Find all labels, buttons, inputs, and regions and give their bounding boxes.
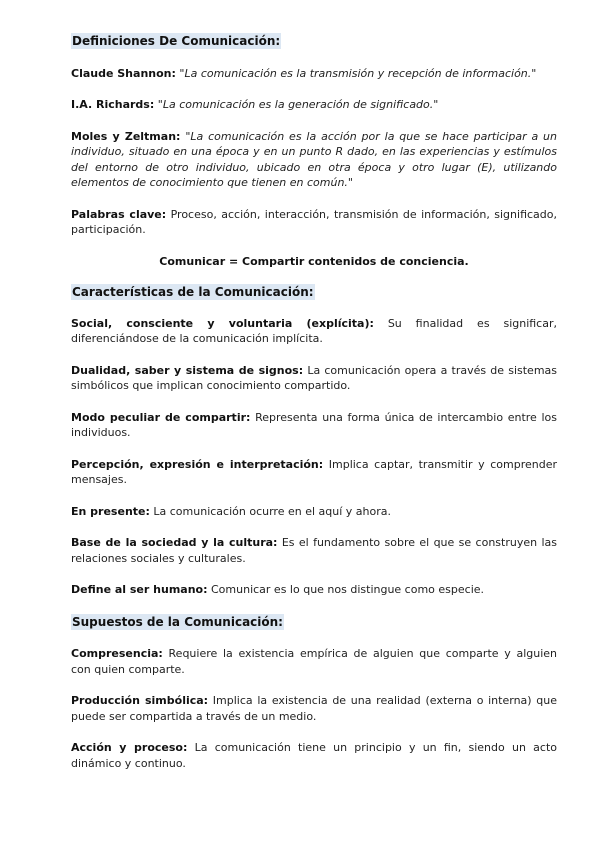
assumption-item (71, 740, 557, 771)
assumption-text: Requiere la existencia empírica de alguien que comparte y alguien con quien comparte. (71, 647, 557, 676)
characteristic-text: La comunicación ocurre en el aquí y ahora. (149, 504, 391, 518)
characteristic-term: Social, consciente y voluntaria (explícita): (71, 316, 374, 330)
author-name: Moles y Zeltman: (71, 129, 181, 143)
characteristic-term: Base de la sociedad y la cultura: (71, 536, 278, 549)
section-heading-supuestos: Supuestos de la Comunicación: (72, 614, 283, 629)
assumption-text: Implica la existencia de una realidad (externa o interna) que puede ser compartida a través de un medio. (71, 694, 558, 723)
assumption-item (71, 693, 557, 724)
formula-line: Comunicar = Compartir contenidos de conciencia. (159, 254, 469, 268)
author-quote: "La comunicación es la transmisión y recepción de información." (179, 66, 537, 80)
definition-moles-zeltman (71, 129, 557, 191)
section-definiciones (71, 33, 557, 269)
characteristic-term: En presente: (71, 504, 150, 518)
author-name: I.A. Richards: (71, 98, 155, 111)
section-supuestos (71, 614, 557, 772)
assumption-item (71, 646, 557, 677)
characteristic-text: Comunicar es lo que nos distingue como especie. (207, 583, 485, 596)
characteristic-item (71, 457, 557, 488)
keywords-text: Proceso, acción, interacción, transmisión de información, significado, participación. (71, 207, 557, 236)
characteristic-item (71, 363, 557, 394)
characteristic-item (71, 410, 557, 441)
author-quote: "La comunicación es la generación de significado." (157, 98, 439, 111)
keywords-label: Palabras clave: (71, 207, 167, 221)
assumption-term: Acción y proceso: (71, 741, 188, 754)
assumption-term: Compresencia: (71, 647, 163, 660)
characteristic-text: Es el fundamento sobre el que se construyen las relaciones sociales y culturales. (71, 536, 557, 565)
characteristic-term: Percepción, expresión e interpretación: (71, 457, 324, 471)
characteristic-text: Implica captar, transmitir y comprender mensajes. (71, 457, 558, 486)
definition-shannon (71, 66, 557, 82)
section-caracteristicas (71, 284, 557, 598)
characteristic-term: Define al ser humano: (71, 583, 208, 596)
author-quote: "La comunicación es la acción por la que se hace participar a un individuo, situado en una época y en un punto R dado, en las experiencias y estímulos del entorno de otro individuo, ubicado en otra época y otro lugar (E), utilizando elementos de conocimiento que tienen en común." (71, 129, 558, 189)
section-heading-caracteristicas: Características de la Comunicación: (72, 285, 314, 299)
characteristic-item (71, 504, 557, 520)
document-page (71, 33, 557, 771)
characteristic-text: Representa una forma única de intercambio entre los individuos. (71, 410, 557, 439)
section-heading-definiciones: Definiciones De Comunicación: (72, 34, 281, 48)
assumption-term: Producción simbólica: (71, 694, 209, 707)
characteristic-item (71, 535, 557, 566)
characteristic-term: Modo peculiar de compartir: (71, 410, 251, 424)
definition-richards (71, 97, 557, 113)
characteristic-text: La comunicación opera a través de sistemas simbólicos que implican conocimiento compartido. (71, 363, 558, 392)
assumption-text: La comunicación tiene un principio y un fin, siendo un acto dinámico y continuo. (71, 741, 557, 770)
author-name: Claude Shannon: (71, 66, 176, 80)
characteristic-item (71, 582, 557, 598)
keywords-paragraph (71, 207, 557, 238)
characteristic-text: Su finalidad es significar, diferenciándose de la comunicación implícita. (71, 316, 557, 345)
characteristic-term: Dualidad, saber y sistema de signos: (71, 363, 304, 377)
characteristic-item (71, 316, 557, 347)
